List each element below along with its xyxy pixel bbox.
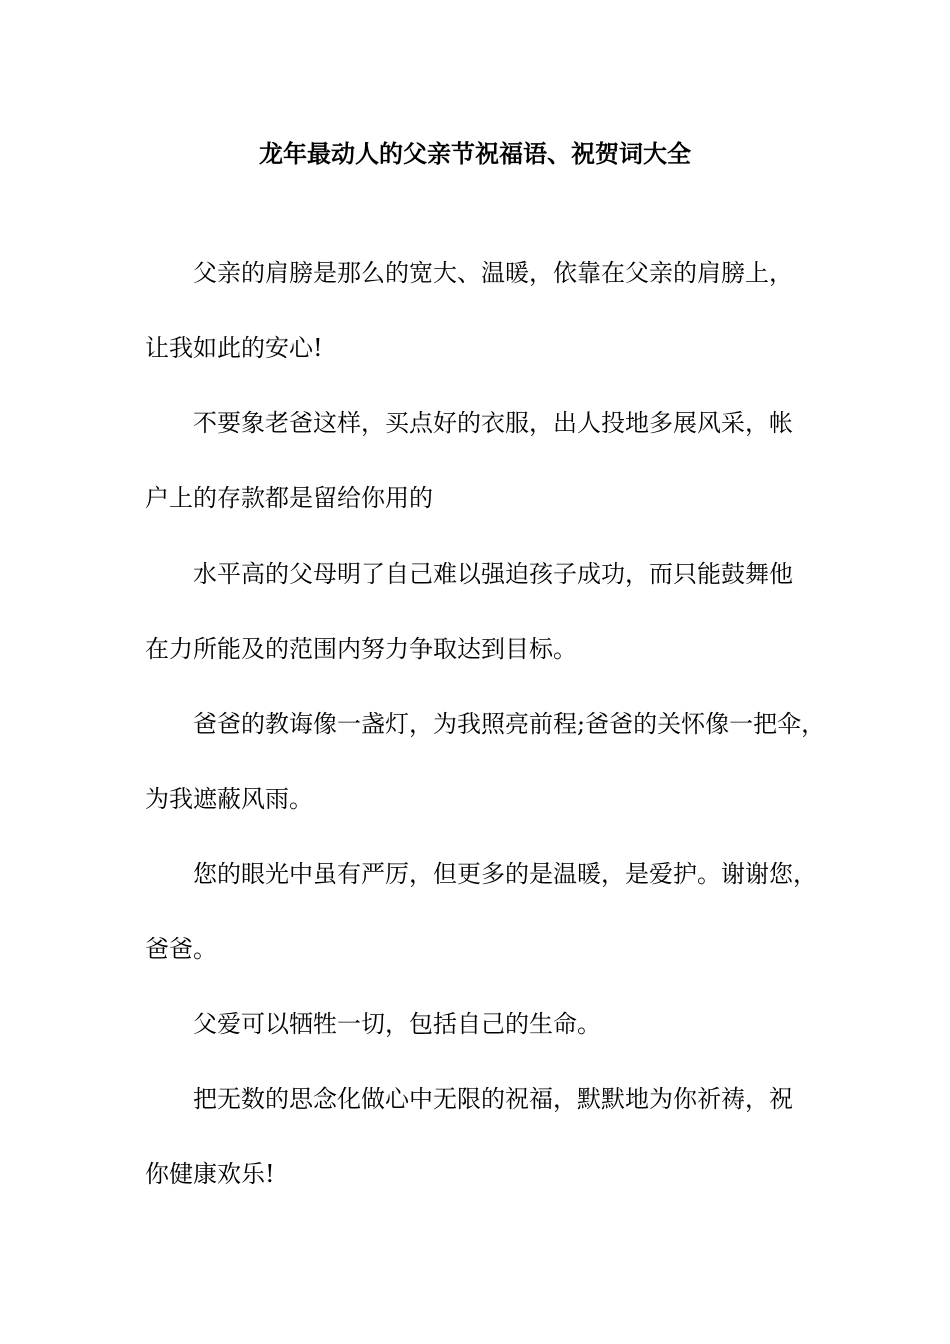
paragraph-line: 为我遮蔽风雨。 [145, 785, 313, 813]
paragraph-6 [145, 987, 825, 1062]
document-title: 龙年最动人的父亲节祝福语、祝贺词大全 [259, 139, 691, 168]
paragraph-line: 爸爸的教诲像一盏灯，为我照亮前程;爸爸的关怀像一把伞， [193, 710, 826, 738]
paragraph-1 [145, 236, 825, 386]
paragraph-line: 水平高的父母明了自己难以强迫孩子成功，而只能鼓舞他 [193, 560, 793, 588]
paragraph-7 [145, 1062, 825, 1212]
paragraph-line: 让我如此的安心! [145, 334, 323, 362]
paragraph-line: 不要象老爸这样，买点好的衣服，出人投地多展风采，帐 [193, 409, 793, 437]
paragraph-3 [145, 537, 825, 687]
paragraph-5 [145, 837, 825, 987]
paragraph-line: 户上的存款都是留给你用的 [145, 484, 433, 512]
paragraph-line: 把无数的思念化做心中无限的祝福，默默地为你祈祷，祝 [193, 1085, 793, 1113]
paragraph-line: 父爱可以牺牲一切，包括自己的生命。 [193, 1010, 601, 1038]
paragraph-line: 爸爸。 [145, 935, 217, 963]
paragraph-line: 你健康欢乐! [145, 1160, 275, 1188]
paragraph-line: 在力所能及的范围内努力争取达到目标。 [145, 635, 577, 663]
paragraph-line: 父亲的肩膀是那么的宽大、温暖，依靠在父亲的肩膀上， [193, 259, 793, 287]
paragraph-line: 您的眼光中虽有严厉，但更多的是温暖，是爱护。谢谢您， [193, 860, 817, 888]
paragraph-2 [145, 386, 825, 536]
paragraph-4 [145, 687, 825, 837]
